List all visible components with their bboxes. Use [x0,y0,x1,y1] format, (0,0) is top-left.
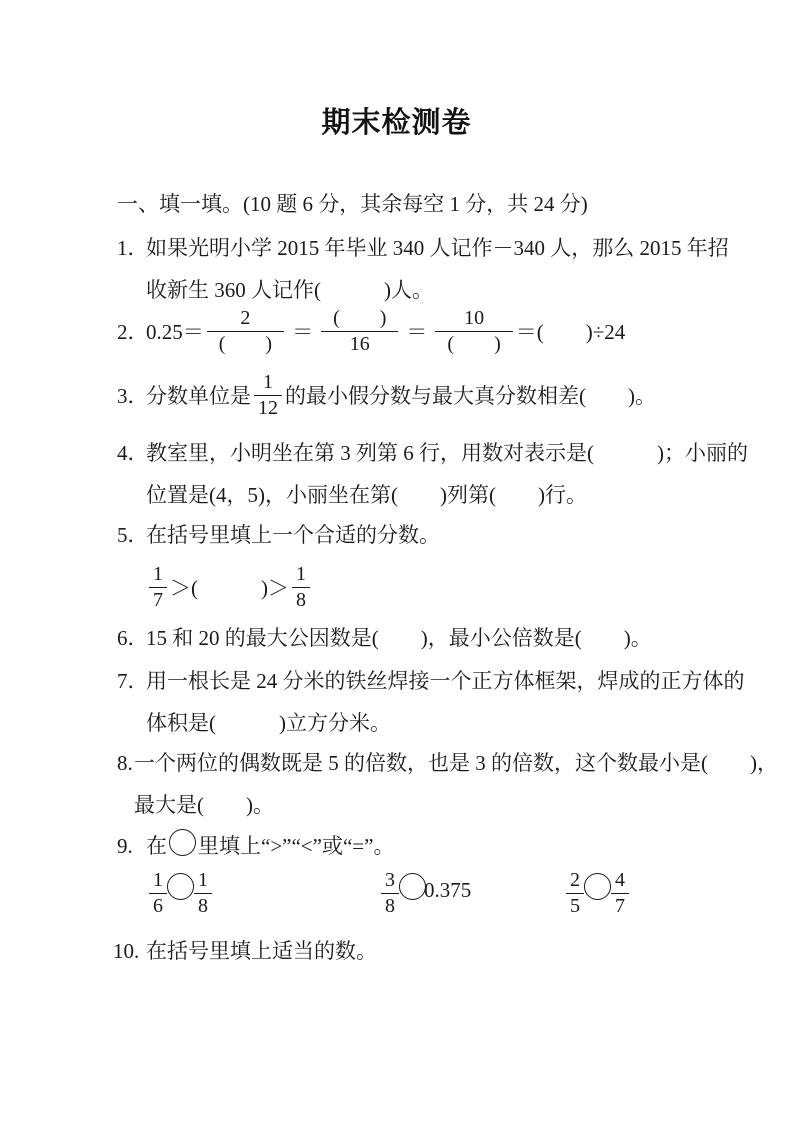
question-6-number: 6． [117,626,149,650]
fraction [207,307,284,356]
question-2-lead: 0.25＝ [146,319,204,344]
question-4-line-2: 位置是(4，5)，小丽坐在第( )列第( )行。 [146,483,587,507]
question-1 [117,227,729,311]
question-10 [113,930,377,972]
question-8-line-2: 最大是( )。 [134,793,274,817]
fraction-numerator: 10 [435,307,512,332]
question-9-line-1 [146,825,394,867]
question-9-number: 9. [117,834,133,858]
question-1-line-1: 如果光明小学 2015 年毕业 340 人记作－340 人，那么 2015 年招 [146,236,729,260]
fraction-denominator: 6 [153,895,163,917]
question-9-text-post: 里填上“>”“<”或“=”。 [198,834,395,858]
question-8-line-1: 一个两位的偶数既是 5 的倍数，也是 3 的倍数，这个数最小是( )， [134,751,778,775]
question-1-line-2: 收新生 360 人记作( )人。 [146,278,433,302]
fraction-denominator: ( ) [218,333,273,355]
question-4 [117,432,748,516]
fraction-numerator: 4 [611,869,629,894]
decimal-value: 0.375 [424,878,472,902]
fraction [381,869,399,918]
question-7 [117,660,745,744]
fraction-numerator: ( ) [321,307,398,332]
question-5-middle: ＞( )＞ [170,575,289,600]
fraction-denominator: 7 [615,895,625,917]
question-8-number: 8. [117,751,133,775]
fraction-numerator: 1 [149,563,167,588]
question-5-expression [146,563,440,612]
question-5 [117,514,440,612]
question-5-line-1: 在括号里填上一个合适的分数。 [146,523,440,547]
question-1-number: 1． [117,236,149,260]
fraction-denominator: 5 [570,895,580,917]
fraction-numerator: 2 [207,307,284,332]
fraction [254,371,282,420]
question-9 [117,825,625,925]
question-9-comparisons [146,869,625,925]
fraction-numerator: 1 [149,869,167,894]
question-3 [117,371,656,420]
fraction-numerator: 1 [254,371,282,396]
fraction-numerator: 1 [292,563,310,588]
fraction [194,869,212,918]
fraction [611,869,629,918]
blank-circle [399,873,426,900]
question-8 [117,742,778,826]
fraction [149,869,167,918]
comparison-item [563,869,632,918]
question-5-number: 5． [117,523,149,547]
fraction-denominator: 16 [349,333,370,355]
comparison-item [146,869,215,918]
comparison-item [378,869,471,918]
fraction-numerator: 1 [194,869,212,894]
fraction-denominator: 8 [296,589,306,611]
question-7-line-2: 体积是( )立方分米。 [146,711,391,735]
fraction-denominator: ( ) [447,333,501,355]
question-2-number: 2． [117,319,149,344]
question-3-text-post: 的最小假分数与最大真分数相差( )。 [285,383,656,408]
question-2-tail: ＝( )÷24 [515,319,626,344]
blank-circle [584,873,611,900]
equals-sign: ＝ [292,319,314,344]
question-3-number: 3． [117,383,149,408]
blank-circle [167,873,194,900]
blank-circle [169,829,196,856]
question-4-number: 4． [117,441,149,465]
fraction-denominator: 12 [258,397,278,419]
fraction [149,563,167,612]
fraction-denominator: 8 [385,895,395,917]
question-10-text: 在括号里填上适当的数。 [146,939,377,963]
fraction [435,307,512,356]
question-4-line-1: 教室里，小明坐在第 3 列第 6 行，用数对表示是( )；小丽的 [146,441,748,465]
question-6 [117,617,652,659]
question-2 [117,307,625,356]
page-title: 期末检测卷 [321,107,472,139]
question-6-text: 15 和 20 的最大公因数是( )，最小公倍数是( )。 [146,626,652,650]
equals-sign: ＝ [406,319,428,344]
question-7-number: 7． [117,669,149,693]
fraction-numerator: 3 [381,869,399,894]
fraction [566,869,584,918]
section-heading: 一、填一填。(10 题 6 分，其余每空 1 分，共 24 分) [117,192,588,216]
fraction-denominator: 8 [198,895,208,917]
fraction-numerator: 2 [566,869,584,894]
question-3-text-pre: 分数单位是 [146,383,251,408]
question-9-text-pre: 在 [146,834,167,858]
fraction [292,563,310,612]
question-10-number: 10. [113,939,140,963]
fraction [321,307,398,356]
fraction-denominator: 7 [153,589,163,611]
question-7-line-1: 用一根长是 24 分米的铁丝焊接一个正方体框架，焊成的正方体的 [146,669,745,693]
